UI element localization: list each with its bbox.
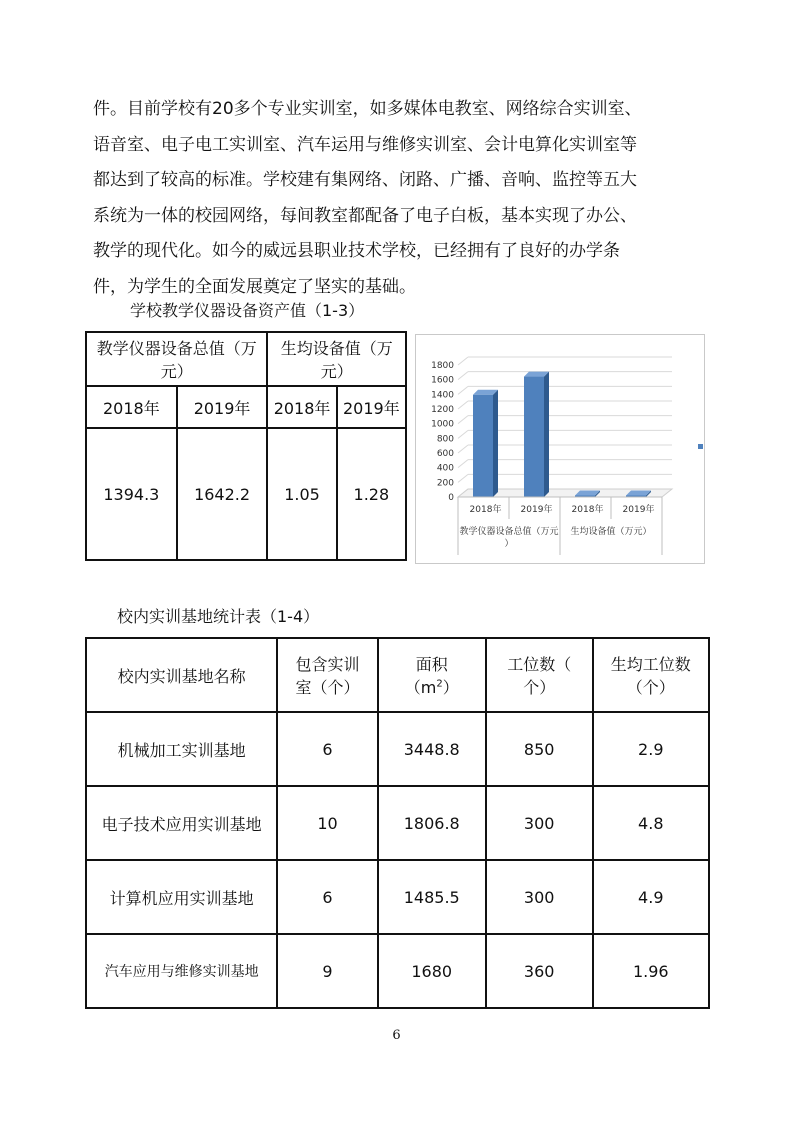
table13-value: 1.05 [267, 428, 336, 560]
y-tick-label: 1800 [431, 361, 454, 371]
table14-cell: 300 [486, 860, 593, 934]
bar [473, 395, 493, 497]
x-tick-label: 2019年 [520, 505, 553, 515]
body-paragraph [93, 92, 713, 305]
table14-header [277, 638, 377, 712]
gridline-side [458, 357, 468, 365]
table13-group-header: 生均设备值（万元） [267, 332, 406, 386]
table14-header: 校内实训基地名称 [86, 638, 277, 712]
header-line: 面积 [415, 655, 448, 674]
header-line: 室（个） [295, 678, 360, 697]
table13-year-header: 2018年 [86, 386, 177, 428]
table14-cell: 850 [486, 712, 593, 786]
table14-header [378, 638, 486, 712]
table14-cell: 360 [486, 934, 593, 1008]
table13-value: 1394.3 [86, 428, 177, 560]
gridline-side [458, 401, 468, 409]
table14-cell: 6 [277, 712, 377, 786]
table14-cell: 1680 [378, 934, 486, 1008]
y-tick-label: 400 [436, 463, 454, 474]
paragraph-line: 件。目前学校有20多个专业实训室，如多媒体电教室、网络综合实训室、 [93, 99, 642, 119]
table14-cell: 4.8 [593, 786, 709, 860]
bar [524, 377, 544, 497]
table14-cell: 汽车应用与维修实训基地 [86, 934, 277, 1008]
y-tick-label: 600 [436, 449, 454, 459]
y-tick-label: 1200 [431, 405, 454, 415]
table13-value: 1.28 [337, 428, 406, 560]
gridline-side [458, 386, 468, 394]
header-line: 包含实训 [295, 655, 360, 674]
group-label-line: 教学仪器设备总值（万元 [459, 527, 559, 537]
equipment-value-chart [415, 334, 705, 564]
gridline-side [458, 416, 468, 424]
y-tick-label: 1000 [431, 419, 454, 430]
group-label [459, 525, 558, 549]
table14-cell: 2.9 [593, 712, 709, 786]
table14-caption: 校内实训基地统计表（1-4） [117, 607, 320, 626]
paragraph-line: 教学的现代化。如今的威远县职业技术学校，已经拥有了良好的办学条 [93, 241, 620, 261]
gridline-side [458, 474, 468, 482]
table13-value: 1642.2 [177, 428, 268, 560]
y-tick-label: 1600 [431, 375, 454, 386]
gridline-side [458, 372, 468, 380]
bar-side [544, 372, 549, 497]
table14-cell: 电子技术应用实训基地 [86, 786, 277, 860]
header-line: 个） [523, 678, 556, 697]
table13-year-header: 2019年 [337, 386, 406, 428]
group-label: 生均设备值（万元） [570, 527, 652, 537]
table14-cell: 6 [277, 860, 377, 934]
paragraph-line: 系统为一体的校园网络，每间教室都配备了电子白板，基本实现了办公、 [93, 205, 637, 226]
table13-group-header: 教学仪器设备总值（万元） [86, 332, 267, 386]
table14-cell: 计算机应用实训基地 [86, 860, 277, 934]
table14-cell: 9 [277, 934, 377, 1008]
y-tick-label: 0 [448, 493, 454, 503]
x-tick-label: 2018年 [469, 505, 502, 515]
header-line: $(m^2)$ [404, 678, 459, 697]
gridline-side [458, 430, 468, 438]
table14-cell: 1485.5 [378, 860, 486, 934]
table14-cell: 机械加工实训基地 [86, 712, 277, 786]
gridline-side [458, 460, 468, 468]
legend-marker [698, 444, 703, 449]
header-line: （个） [626, 678, 675, 697]
group-label-line: ） [504, 539, 514, 549]
y-tick-label: 200 [436, 478, 454, 489]
table14-cell: 300 [486, 786, 593, 860]
page-number: 6 [392, 1028, 401, 1043]
table13-year-header: 2018年 [267, 386, 336, 428]
table14-cell: 1806.8 [378, 786, 486, 860]
gridline-side [458, 445, 468, 453]
y-tick-label: 800 [436, 434, 454, 445]
table13-caption: 学校教学仪器设备资产值（1-3） [130, 301, 365, 320]
header-line: 工位数（ [507, 655, 572, 674]
x-tick-label: 2018年 [571, 505, 604, 515]
x-tick-label: 2019年 [622, 505, 655, 515]
table14-cell: 3448.8 [378, 712, 486, 786]
chart-svg [416, 335, 704, 563]
training-base-table [85, 637, 710, 1009]
bar-side [493, 390, 498, 497]
paragraph-line: 都达到了较高的标准。学校建有集网络、闭路、广播、音响、监控等五大 [93, 170, 637, 190]
table14-header [593, 638, 709, 712]
y-tick-label: 1400 [431, 390, 454, 401]
table14-cell: 4.9 [593, 860, 709, 934]
table14-cell: 10 [277, 786, 377, 860]
paragraph-line: 语音室、电子电工实训室、汽车运用与维修实训室、会计电算化实训室等 [93, 134, 637, 155]
equipment-value-table [85, 331, 407, 561]
table14-cell: 1.96 [593, 934, 709, 1008]
table14-header [486, 638, 593, 712]
paragraph-line: 件，为学生的全面发展奠定了坚实的基础。 [93, 276, 416, 297]
table13-year-header: 2019年 [177, 386, 268, 428]
header-line: 生均工位数 [610, 655, 691, 674]
